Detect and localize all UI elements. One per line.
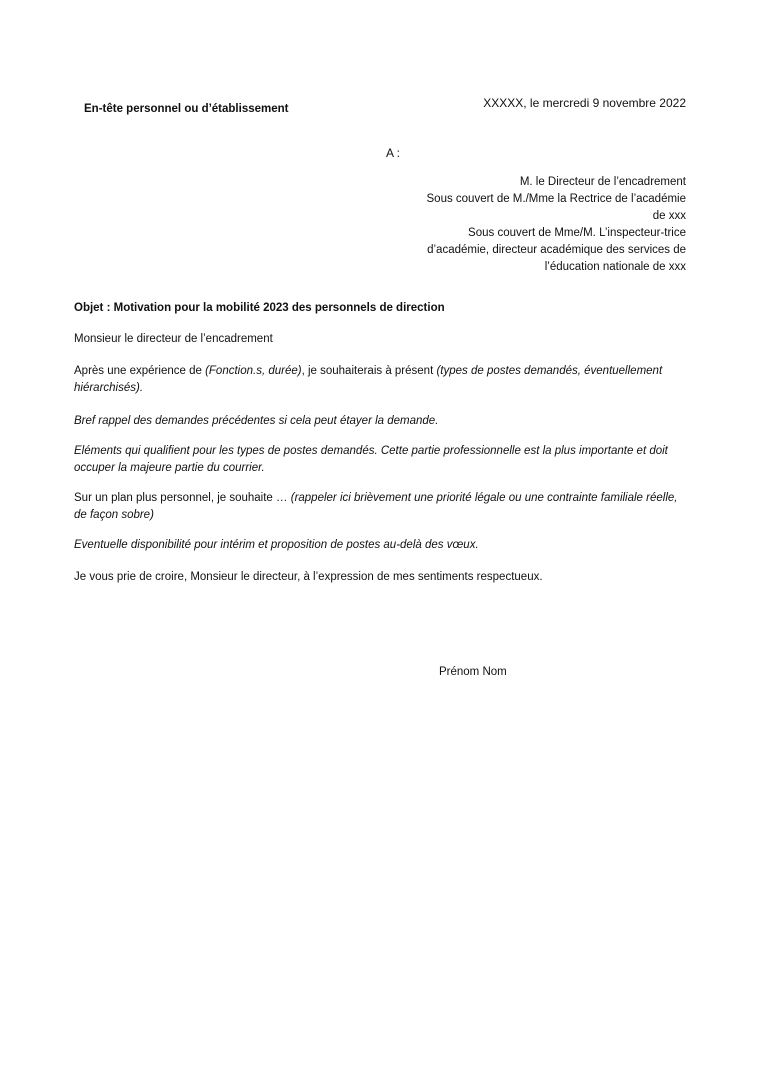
recipient-line: M. le Directeur de l’encadrement xyxy=(519,176,686,188)
recipient-block xyxy=(386,174,686,276)
recipient-line: d’académie, directeur académique des services de xyxy=(427,244,686,256)
paragraph-text: , je souhaiterais à présent xyxy=(301,365,437,377)
recipient-to-label: A : xyxy=(386,146,401,160)
recipient-line: l’éducation nationale de xxx xyxy=(544,261,686,273)
signature-name: Prénom Nom xyxy=(439,666,507,678)
recipient-line: Sous couvert de Mme/M. L’inspecteur-trice xyxy=(468,227,686,239)
paragraph-text: Sur un plan plus personnel, je souhaite … xyxy=(74,492,291,504)
letter-salutation: Monsieur le directeur de l’encadrement xyxy=(74,333,273,345)
paragraph-personal xyxy=(74,490,688,524)
paragraph-text: . xyxy=(139,382,144,394)
sender-header: En-tête personnel ou d’établissement xyxy=(84,103,289,115)
paragraph-qualifications: Eléments qui qualifient pour les types de postes demandés. Cette partie professionnelle est la plus importante et doit occuper la majeure partie du courrier. xyxy=(74,445,668,474)
paragraph-placeholder: (rappeler ici brièvement une priorité légale ou une contrainte familiale réelle, de façon sobre) xyxy=(74,492,678,521)
paragraph-availability: Eventuelle disponibilité pour intérim et proposition de postes au-delà des vœux. xyxy=(74,539,479,551)
paragraph-previous-requests: Bref rappel des demandes précédentes si cela peut étayer la demande. xyxy=(74,415,439,427)
letter-subject: Objet : Motivation pour la mobilité 2023 des personnels de direction xyxy=(74,302,445,314)
paragraph-text: Après une expérience de xyxy=(74,365,206,377)
paragraph-placeholder: (Fonction.s, durée) xyxy=(205,365,302,377)
paragraph-closing: Je vous prie de croire, Monsieur le directeur, à l’expression de mes sentiments respectueux. xyxy=(74,571,543,583)
paragraph-placeholder: (types de postes demandés, éventuellement hiérarchisés) xyxy=(74,365,663,394)
place-date: XXXXX, le mercredi 9 novembre 2022 xyxy=(483,96,686,110)
paragraph-experience xyxy=(74,363,688,397)
recipient-line: de xxx xyxy=(652,210,686,222)
recipient-line: Sous couvert de M./Mme la Rectrice de l’académie xyxy=(426,193,686,205)
